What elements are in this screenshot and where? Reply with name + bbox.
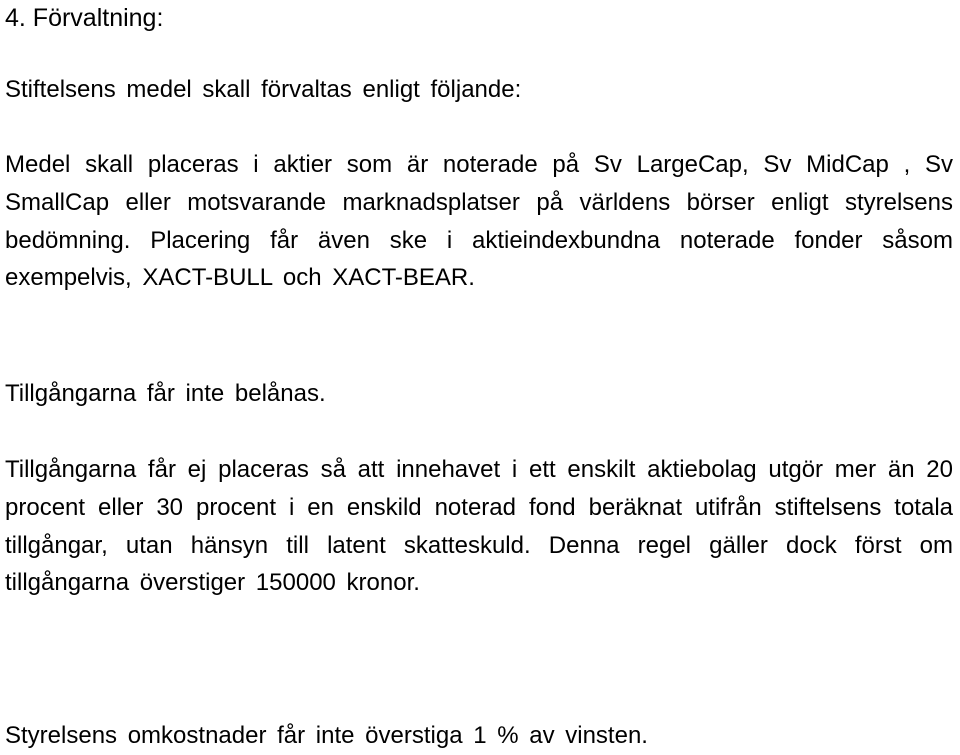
concentration-paragraph: Tillgångarna får ej placeras så att innehavet i ett enskilt aktiebolag utgör mer än 20 procent eller 30 procent i en enskild noterad fond beräknat utifrån stiftelsens totala tillgångar, utan hänsyn till latent skatteskuld. Denna regel gäller dock först om tillgångarna överstiger 150000 kronor.	[5, 456, 953, 597]
no-loans-paragraph: Tillgångarna får inte belånas.	[5, 380, 326, 407]
intro-paragraph: Stiftelsens medel skall förvaltas enligt följande:	[5, 76, 522, 103]
section-heading: 4. Förvaltning:	[5, 4, 164, 32]
costs-paragraph: Styrelsens omkostnader får inte överstiga 1 % av vinsten.	[5, 722, 648, 749]
placement-paragraph: Medel skall placeras i aktier som är noterade på Sv LargeCap, Sv MidCap , Sv SmallCap eller motsvarande marknadsplatser på världens börser enligt styrelsens bedömning. Placering får även ske i aktieindexbundna noterade fonder såsom exempelvis, XACT-BULL och XACT-BEAR.	[5, 151, 953, 292]
